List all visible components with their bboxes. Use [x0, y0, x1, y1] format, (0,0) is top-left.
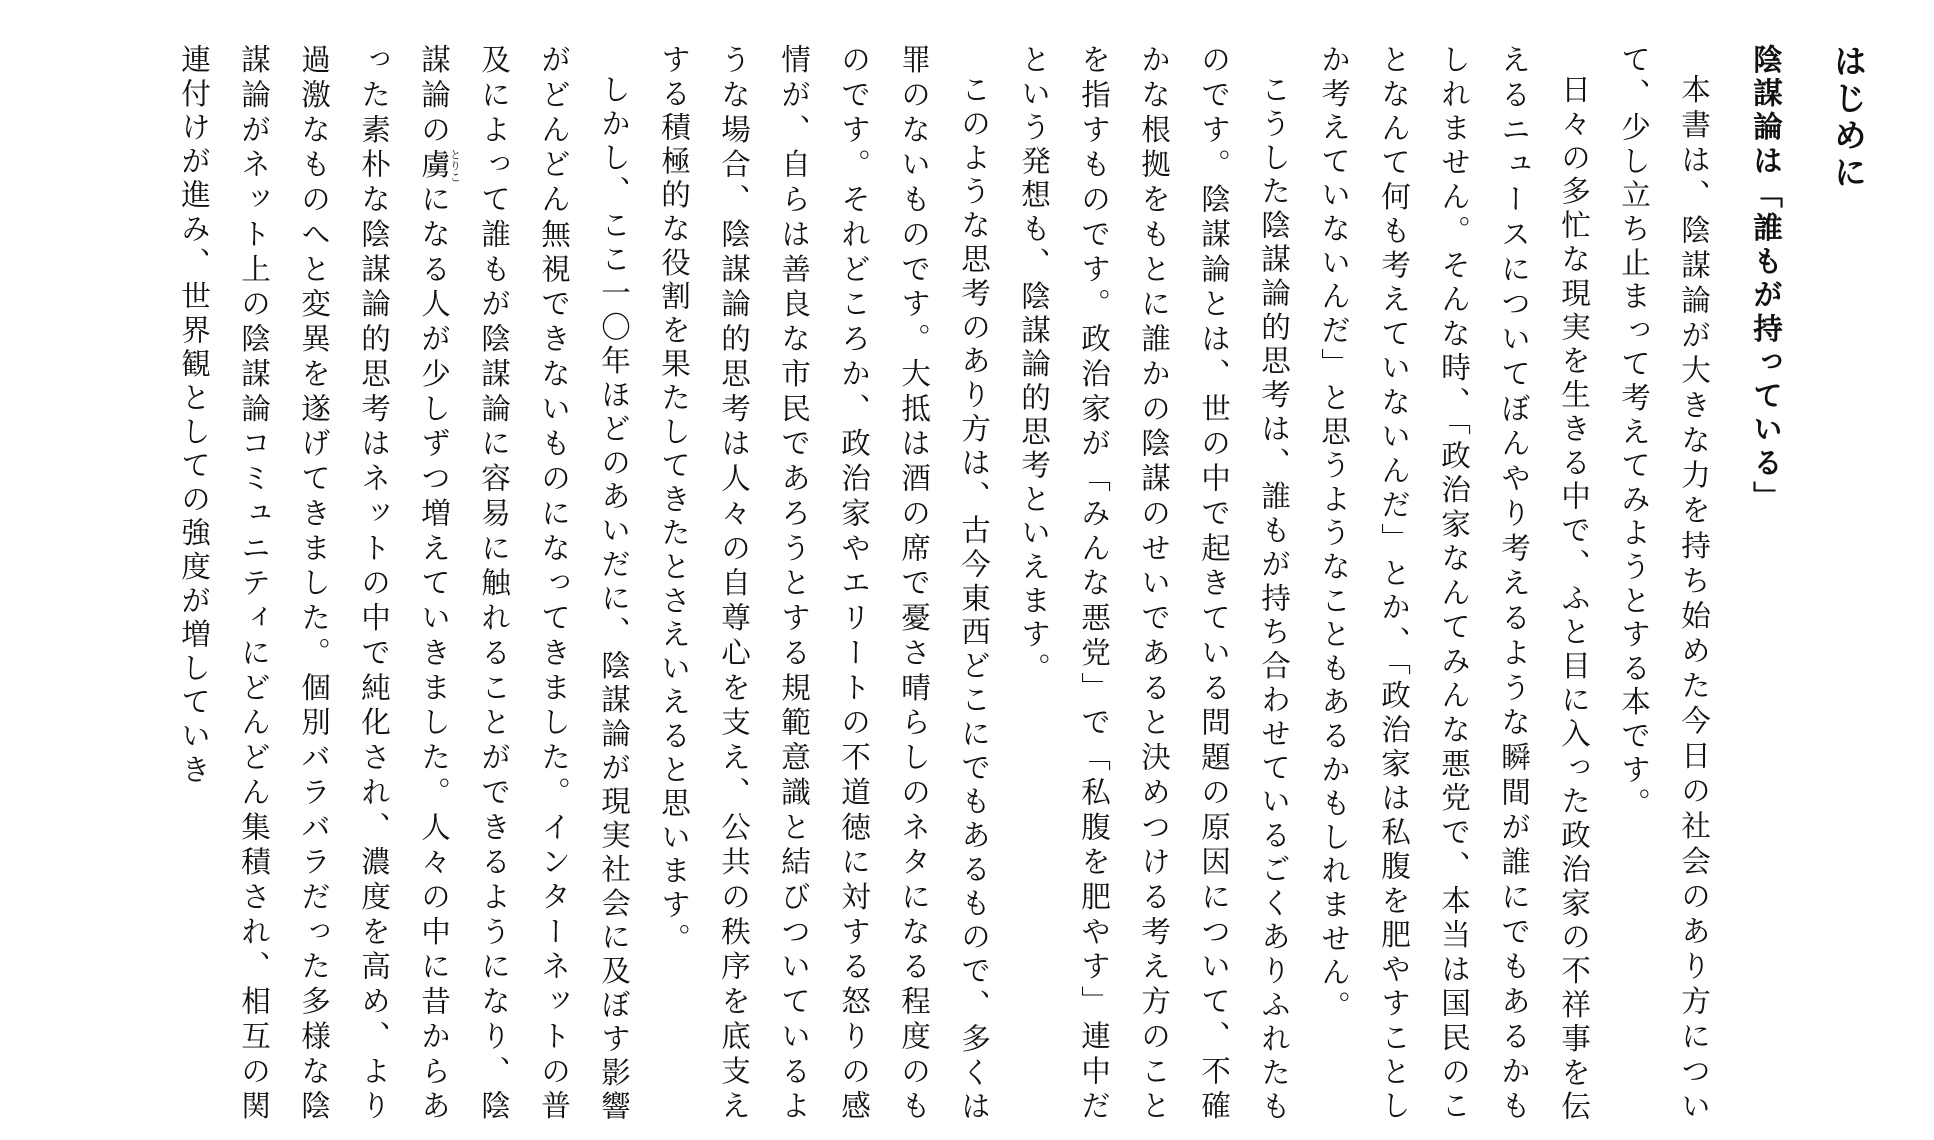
section-title: 陰謀論は「誰もが持っている」	[1749, 44, 1783, 515]
ruby-base: 虜	[417, 148, 451, 184]
paragraph-2: 日々の多忙な現実を生きる中で、ふと目に入った政治家の不祥事を伝えるニュースについてぼんやり考えるような瞬間が誰にでもあるかもしれません。そんな時、「政治家なんてみんな悪党で、本当は国民のことなんて何も考えていないんだ」とか、「政治家は私腹を肥やすことしか考えていないんだ」と思うようなこともあるかもしれません。	[1317, 44, 1591, 1124]
vertical-text-body	[164, 44, 1878, 1124]
paragraph-4: このような思考のあり方は、古今東西どこにでもあるもので、多くは罪のないものです。大抵は酒の席で憂さ晴らしのネタになる程度のものです。それどころか、政治家やエリートの不道徳に対する怒りの感情が、自らは善良な市民であろうとする規範意識と結びついているような場合、陰謀論的思考は人々の自尊心を支え、公共の秩序を底支えする積極的な役割を果たしてきたとさえいえると思います。	[657, 44, 991, 1124]
chapter-title: はじめに	[1829, 44, 1868, 192]
ruby-toriko	[417, 148, 462, 184]
paragraph-1: 本書は、陰謀論が大きな力を持ち始めた今日の社会のあり方について、少し立ち止まって考えてみようとする本です。	[1617, 44, 1711, 1124]
ruby-reading: とりこ	[448, 148, 462, 183]
paragraph-5-part-1: しかし、ここ一〇年ほどのあいだに、陰謀論が現実社会に及ぼす影響がどんどん無視できないものになってきました。インターネットの普及によって誰もが陰謀論に容易に触れることができるようになり、陰謀論の	[417, 44, 631, 1124]
paragraph-5-part-2: になる人が少しずつ増えていきました。人々の中に昔からあった素朴な陰謀論的思考はネットの中で純化され、濃度を高め、より過激なものへと変異を遂げてきました。個別バラバラだった多様な陰謀論がネット上の陰謀論コミュニティにどんどん集積され、相互の関連付けが進み、世界観としての強度が増していき	[177, 44, 451, 1124]
paragraph-5	[164, 44, 644, 1124]
paragraph-3: こうした陰謀論的思考は、誰もが持ち合わせているごくありふれたものです。陰謀論とは、世の中で起きている問題の原因について、不確かな根拠をもとに誰かの陰謀のせいであると決めつける考え方のことを指すものです。政治家が「みんな悪党」で「私腹を肥やす」連中だという発想も、陰謀論的思考といえます。	[1017, 44, 1291, 1124]
